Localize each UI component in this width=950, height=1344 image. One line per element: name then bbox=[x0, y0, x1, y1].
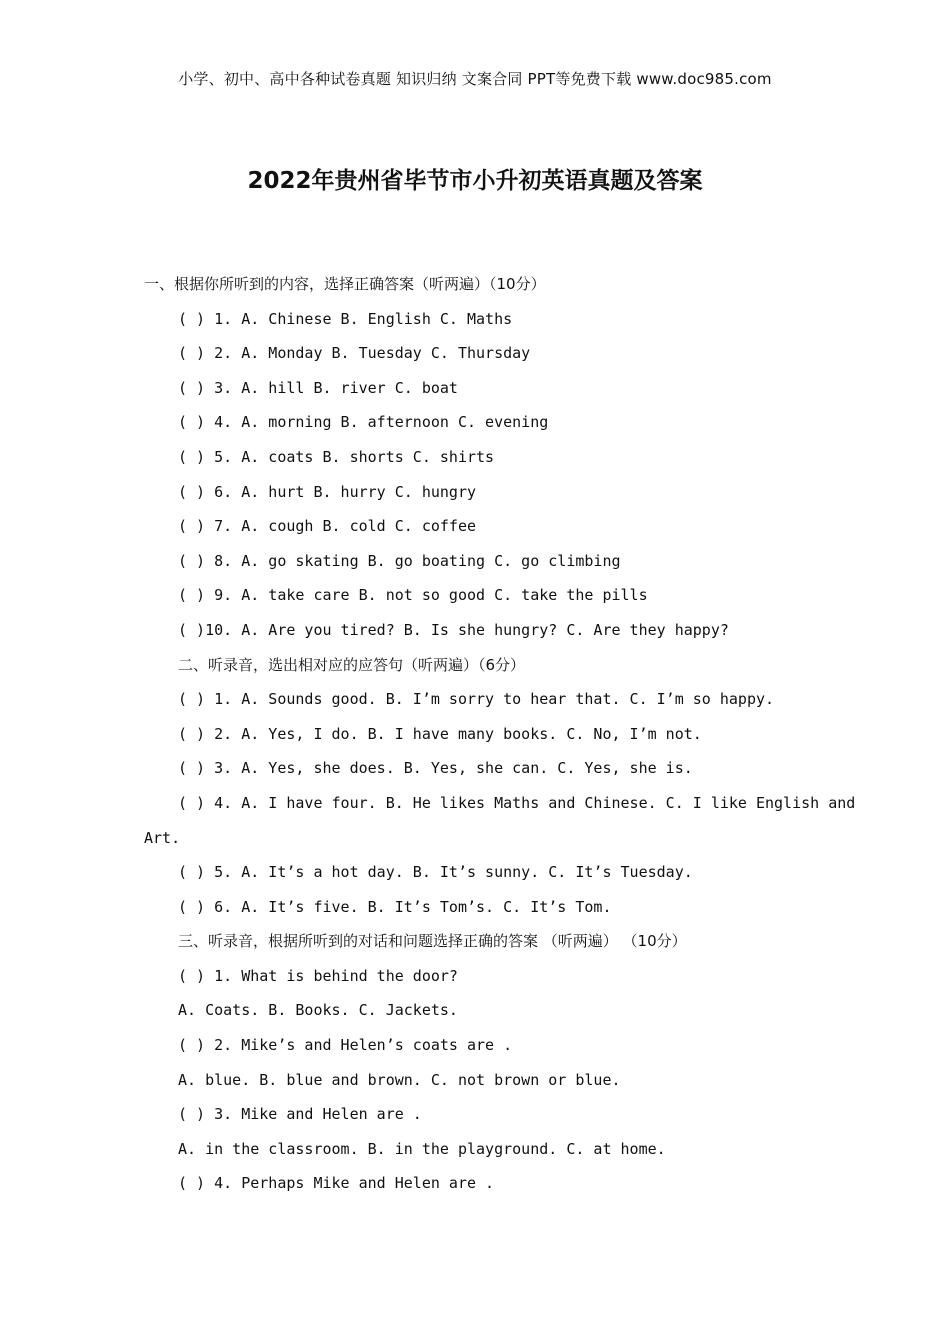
question-item: ( ) 8. A. go skating B. go boating C. go climbing bbox=[178, 551, 621, 570]
question-item-continuation: Art. bbox=[144, 828, 181, 847]
question-item: ( ) 1. What is behind the door? bbox=[178, 966, 458, 985]
question-item: ( ) 1. A. Chinese B. English C. Maths bbox=[178, 309, 513, 328]
section-3-heading: 三、听录音，根据所听到的对话和问题选择正确的答案 （听两遍） （10分） bbox=[178, 932, 687, 951]
exam-content bbox=[144, 270, 856, 1204]
question-item: ( ) 6. A. It’s five. B. It’s Tom’s. C. It’s Tom. bbox=[178, 897, 612, 916]
question-item: ( ) 4. A. morning B. afternoon C. evening bbox=[178, 413, 549, 432]
question-item: ( ) 3. A. hill B. river C. boat bbox=[178, 378, 458, 397]
question-item: ( ) 6. A. hurt B. hurry C. hungry bbox=[178, 482, 477, 501]
question-item: ( ) 2. A. Monday B. Tuesday C. Thursday bbox=[178, 344, 531, 363]
section-1-heading: 一、根据你所听到的内容，选择正确答案（听两遍）（10分） bbox=[144, 275, 546, 293]
question-item: ( ) 4. A. I have four. B. He likes Maths and Chinese. C. I like English and bbox=[178, 793, 856, 812]
section-2-heading: 二、听录音，选出相对应的应答句（听两遍）（6分） bbox=[178, 655, 526, 674]
question-item: ( )10. A. Are you tired? B. Is she hungry? C. Are they happy? bbox=[178, 620, 729, 639]
question-item: ( ) 5. A. coats B. shorts C. shirts bbox=[178, 447, 495, 466]
question-item: ( ) 4. Perhaps Mike and Helen are . bbox=[178, 1174, 495, 1193]
page-title: 2022年贵州省毕节市小升初英语真题及答案 bbox=[247, 168, 703, 194]
question-item: ( ) 3. Mike and Helen are . bbox=[178, 1105, 422, 1124]
question-item: ( ) 5. A. It’s a hot day. B. It’s sunny. C. It’s Tuesday. bbox=[178, 863, 693, 882]
question-item: ( ) 2. A. Yes, I do. B. I have many books. C. No, I’m not. bbox=[178, 724, 702, 743]
question-item: ( ) 2. Mike’s and Helen’s coats are . bbox=[178, 1036, 513, 1055]
answer-options: A. in the classroom. B. in the playground. C. at home. bbox=[178, 1139, 666, 1158]
question-item: ( ) 7. A. cough B. cold C. coffee bbox=[178, 517, 477, 536]
answer-options: A. blue. B. blue and brown. C. not brown or blue. bbox=[178, 1070, 621, 1089]
page-header: 小学、初中、高中各种试卷真题 知识归纳 文案合同 PPT等免费下载 www.doc985.com bbox=[178, 70, 772, 88]
question-item: ( ) 1. A. Sounds good. B. I’m sorry to hear that. C. I’m so happy. bbox=[178, 690, 775, 709]
answer-options: A. Coats. B. Books. C. Jackets. bbox=[178, 1001, 458, 1020]
question-item: ( ) 3. A. Yes, she does. B. Yes, she can. C. Yes, she is. bbox=[178, 759, 693, 778]
question-item: ( ) 9. A. take care B. not so good C. take the pills bbox=[178, 586, 648, 605]
